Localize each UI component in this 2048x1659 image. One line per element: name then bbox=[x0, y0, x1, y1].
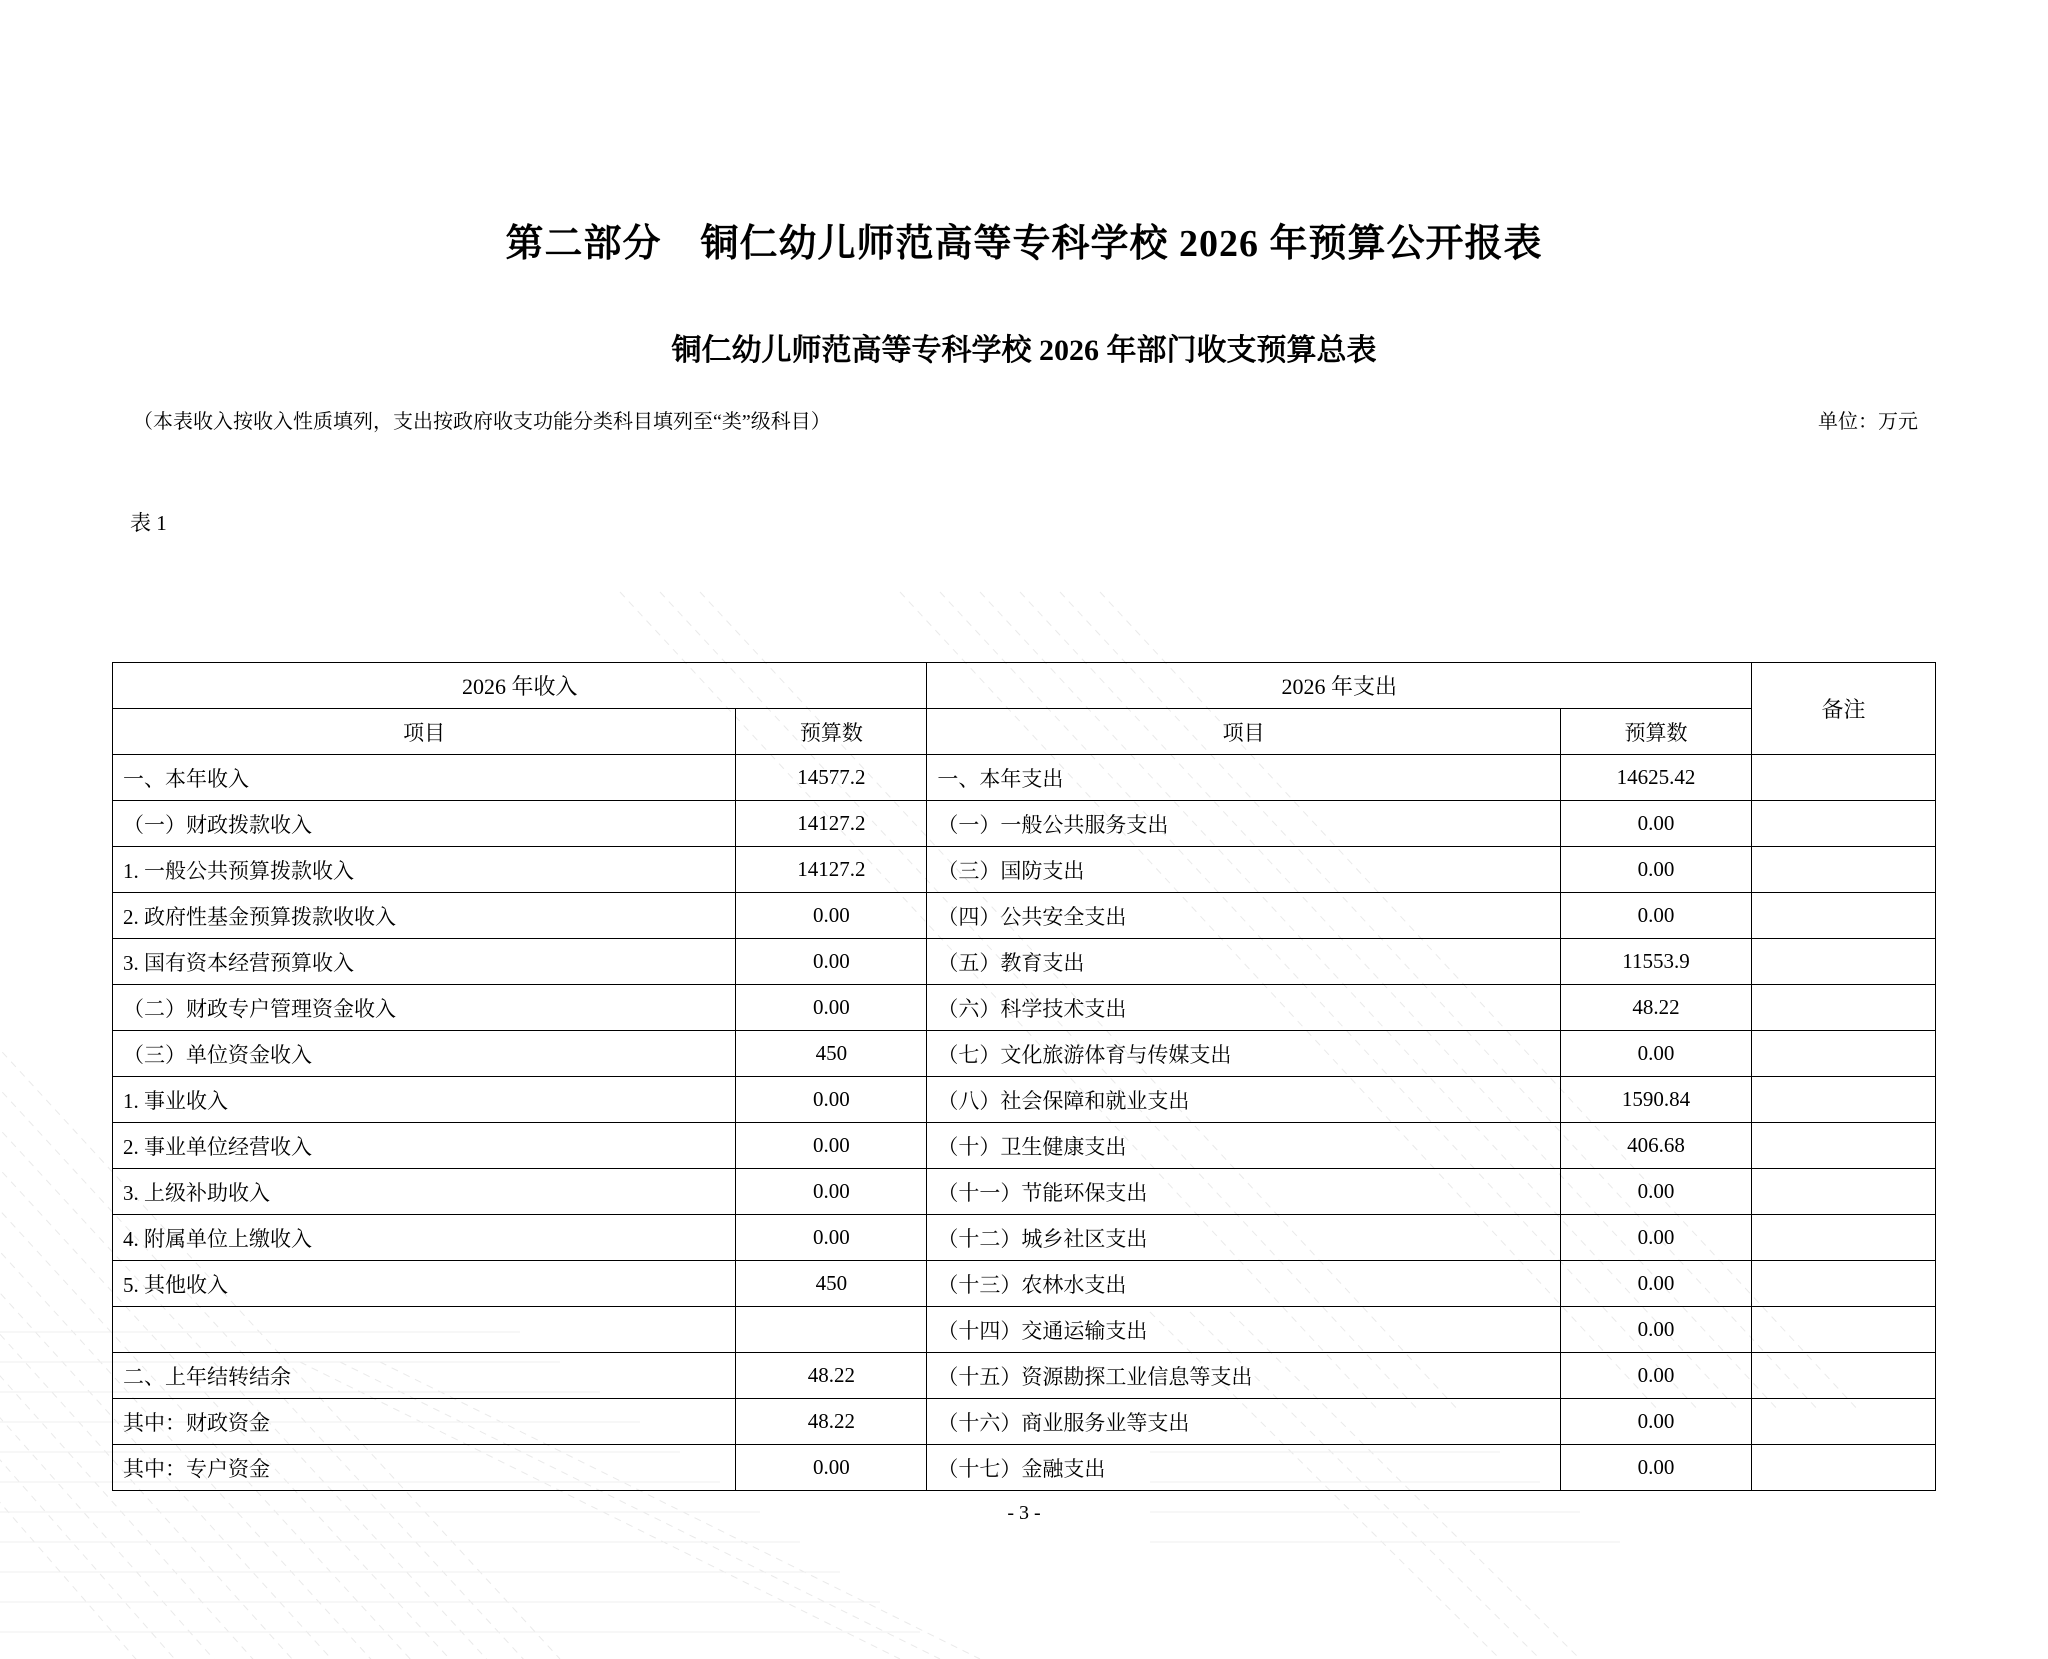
cell-income-budget: 0.00 bbox=[736, 1077, 927, 1123]
table-row bbox=[113, 1307, 1936, 1353]
cell-income-budget: 0.00 bbox=[736, 893, 927, 939]
cell-income-budget: 14577.2 bbox=[736, 755, 927, 801]
cell-expense-budget: 1590.84 bbox=[1560, 1077, 1751, 1123]
table-note: （本表收入按收入性质填列，支出按政府收支功能分类科目填列至“类”级科目） bbox=[133, 411, 831, 433]
cell-remark bbox=[1752, 1169, 1936, 1215]
cell-expense-budget: 406.68 bbox=[1560, 1123, 1751, 1169]
cell-expense-item: （十六）商业服务业等支出 bbox=[927, 1399, 1561, 1445]
cell-remark bbox=[1752, 1123, 1936, 1169]
unit-note: 单位：万元 bbox=[1818, 411, 1918, 433]
table-group-header-row bbox=[113, 663, 1936, 709]
cell-remark bbox=[1752, 1215, 1936, 1261]
document-title: 第二部分 铜仁幼儿师范高等专科学校 2026 年预算公开报表 bbox=[505, 223, 1543, 265]
table-row bbox=[113, 1077, 1936, 1123]
cell-income-budget: 450 bbox=[736, 1261, 927, 1307]
cell-expense-item: （十四）交通运输支出 bbox=[927, 1307, 1561, 1353]
table-body bbox=[113, 755, 1936, 1491]
cell-income-item: 2. 事业单位经营收入 bbox=[113, 1123, 736, 1169]
cell-expense-budget: 0.00 bbox=[1560, 1261, 1751, 1307]
cell-expense-item: （八）社会保障和就业支出 bbox=[927, 1077, 1561, 1123]
page-number: - 3 - bbox=[1007, 1502, 1041, 1524]
cell-remark bbox=[1752, 1031, 1936, 1077]
cell-expense-budget: 0.00 bbox=[1560, 847, 1751, 893]
cell-expense-item: （四）公共安全支出 bbox=[927, 893, 1561, 939]
header-expense-budget: 预算数 bbox=[1560, 709, 1751, 755]
cell-expense-budget: 0.00 bbox=[1560, 1307, 1751, 1353]
cell-expense-budget: 14625.42 bbox=[1560, 755, 1751, 801]
header-income-budget: 预算数 bbox=[736, 709, 927, 755]
cell-income-item bbox=[113, 1307, 736, 1353]
cell-remark bbox=[1752, 1445, 1936, 1491]
cell-expense-item: （十七）金融支出 bbox=[927, 1445, 1561, 1491]
cell-income-budget: 450 bbox=[736, 1031, 927, 1077]
header-expense-item: 项目 bbox=[927, 709, 1561, 755]
cell-income-item: 1. 一般公共预算拨款收入 bbox=[113, 847, 736, 893]
cell-expense-item: （十）卫生健康支出 bbox=[927, 1123, 1561, 1169]
header-expense-group: 2026 年支出 bbox=[927, 663, 1752, 709]
cell-expense-item: （十二）城乡社区支出 bbox=[927, 1215, 1561, 1261]
cell-remark bbox=[1752, 1307, 1936, 1353]
cell-expense-item: （五）教育支出 bbox=[927, 939, 1561, 985]
cell-income-budget: 0.00 bbox=[736, 1169, 927, 1215]
cell-expense-item: （六）科学技术支出 bbox=[927, 985, 1561, 1031]
cell-income-item: （二）财政专户管理资金收入 bbox=[113, 985, 736, 1031]
cell-expense-budget: 11553.9 bbox=[1560, 939, 1751, 985]
cell-income-budget: 0.00 bbox=[736, 1445, 927, 1491]
cell-remark bbox=[1752, 939, 1936, 985]
table-row bbox=[113, 801, 1936, 847]
cell-expense-item: （三）国防支出 bbox=[927, 847, 1561, 893]
cell-expense-item: （十三）农林水支出 bbox=[927, 1261, 1561, 1307]
table-row bbox=[113, 1445, 1936, 1491]
cell-income-item: 二、上年结转结余 bbox=[113, 1353, 736, 1399]
cell-income-item: 5. 其他收入 bbox=[113, 1261, 736, 1307]
cell-expense-item: （七）文化旅游体育与传媒支出 bbox=[927, 1031, 1561, 1077]
cell-income-item: 其中：专户资金 bbox=[113, 1445, 736, 1491]
cell-remark bbox=[1752, 755, 1936, 801]
cell-income-item: 一、本年收入 bbox=[113, 755, 736, 801]
cell-remark bbox=[1752, 1353, 1936, 1399]
cell-income-budget: 48.22 bbox=[736, 1353, 927, 1399]
table-row bbox=[113, 985, 1936, 1031]
cell-expense-budget: 48.22 bbox=[1560, 985, 1751, 1031]
budget-table bbox=[112, 662, 1936, 1491]
cell-expense-budget: 0.00 bbox=[1560, 1169, 1751, 1215]
cell-income-budget: 0.00 bbox=[736, 1215, 927, 1261]
cell-expense-budget: 0.00 bbox=[1560, 1399, 1751, 1445]
table-row bbox=[113, 1031, 1936, 1077]
cell-income-item: 2. 政府性基金预算拨款收收入 bbox=[113, 893, 736, 939]
cell-expense-budget: 0.00 bbox=[1560, 1215, 1751, 1261]
cell-expense-budget: 0.00 bbox=[1560, 1445, 1751, 1491]
cell-expense-budget: 0.00 bbox=[1560, 893, 1751, 939]
header-income-item: 项目 bbox=[113, 709, 736, 755]
table-row bbox=[113, 755, 1936, 801]
cell-income-budget: 0.00 bbox=[736, 985, 927, 1031]
cell-income-budget: 14127.2 bbox=[736, 847, 927, 893]
table-row bbox=[113, 1261, 1936, 1307]
cell-income-item: 3. 上级补助收入 bbox=[113, 1169, 736, 1215]
cell-expense-item: 一、本年支出 bbox=[927, 755, 1561, 801]
table-row bbox=[113, 893, 1936, 939]
cell-expense-item: （一）一般公共服务支出 bbox=[927, 801, 1561, 847]
header-remark: 备注 bbox=[1752, 663, 1936, 755]
document-page bbox=[0, 212, 2048, 1659]
cell-income-item: （一）财政拨款收入 bbox=[113, 801, 736, 847]
table-row bbox=[113, 1169, 1936, 1215]
cell-income-item: （三）单位资金收入 bbox=[113, 1031, 736, 1077]
table-row bbox=[113, 939, 1936, 985]
cell-remark bbox=[1752, 1261, 1936, 1307]
cell-expense-budget: 0.00 bbox=[1560, 801, 1751, 847]
cell-expense-budget: 0.00 bbox=[1560, 1353, 1751, 1399]
cell-income-item: 3. 国有资本经营预算收入 bbox=[113, 939, 736, 985]
table-row bbox=[113, 1123, 1936, 1169]
cell-remark bbox=[1752, 893, 1936, 939]
cell-income-item: 4. 附属单位上缴收入 bbox=[113, 1215, 736, 1261]
cell-income-budget: 14127.2 bbox=[736, 801, 927, 847]
cell-income-item: 1. 事业收入 bbox=[113, 1077, 736, 1123]
table-row bbox=[113, 1353, 1936, 1399]
header-income-group: 2026 年收入 bbox=[113, 663, 927, 709]
table-row bbox=[113, 847, 1936, 893]
cell-income-budget: 48.22 bbox=[736, 1399, 927, 1445]
cell-expense-item: （十一）节能环保支出 bbox=[927, 1169, 1561, 1215]
cell-remark bbox=[1752, 801, 1936, 847]
table-title: 铜仁幼儿师范高等专科学校 2026 年部门收支预算总表 bbox=[671, 334, 1377, 367]
cell-expense-item: （十五）资源勘探工业信息等支出 bbox=[927, 1353, 1561, 1399]
table-label: 表 1 bbox=[130, 511, 167, 535]
table-row bbox=[113, 1399, 1936, 1445]
cell-income-item: 其中：财政资金 bbox=[113, 1399, 736, 1445]
cell-remark bbox=[1752, 1077, 1936, 1123]
cell-income-budget: 0.00 bbox=[736, 1123, 927, 1169]
cell-remark bbox=[1752, 985, 1936, 1031]
note-row bbox=[0, 405, 2048, 431]
cell-expense-budget: 0.00 bbox=[1560, 1031, 1751, 1077]
cell-income-budget: 0.00 bbox=[736, 939, 927, 985]
cell-income-budget bbox=[736, 1307, 927, 1353]
table-row bbox=[113, 1215, 1936, 1261]
table-column-header-row bbox=[113, 709, 1936, 755]
cell-remark bbox=[1752, 847, 1936, 893]
cell-remark bbox=[1752, 1399, 1936, 1445]
